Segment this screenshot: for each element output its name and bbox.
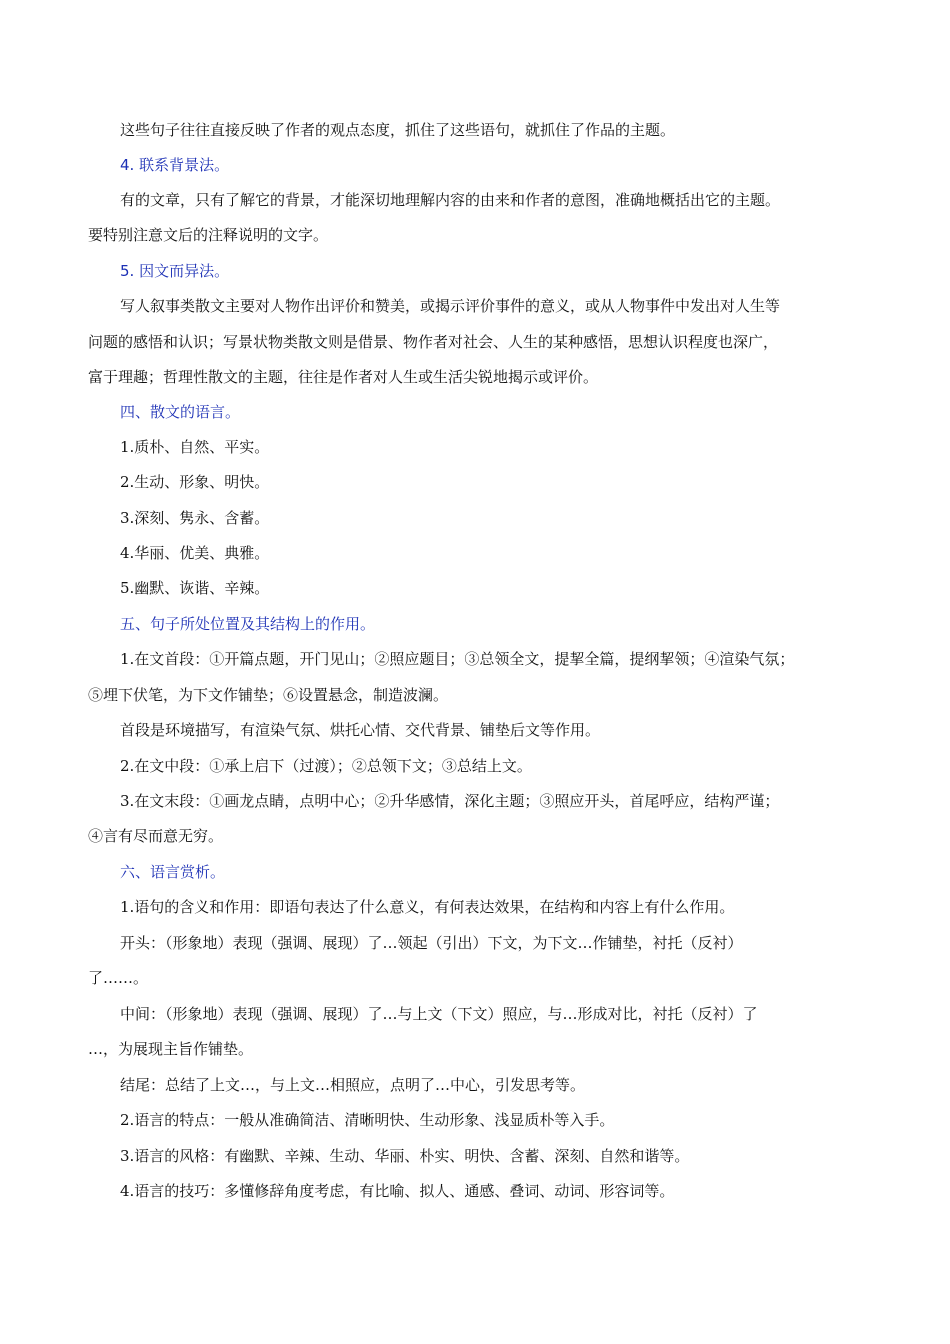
paragraph-line: 2.语言的特点：一般从准确简洁、清晰明快、生动形象、浅显质朴等入手。: [120, 1111, 615, 1129]
paragraph-line: 写人叙事类散文主要对人物作出评价和赞美，或揭示评价事件的意义，或从人物事件中发出对人生等: [120, 297, 781, 315]
paragraph-line: …，为展现主旨作铺垫。: [88, 1040, 254, 1058]
paragraph-line: 1.在文首段：①开篇点题，开门见山；②照应题目；③总领全文，提挈全篇，提纲挈领；④渲染气氛；: [120, 650, 795, 668]
paragraph-line: 开头：（形象地）表现（强调、展现）了…领起（引出）下文，为下文…作铺垫，衬托（反衬）: [120, 934, 743, 952]
paragraph-line: 2.在文中段：①承上启下（过渡）；②总领下文；③总结上文。: [120, 757, 532, 775]
paragraph-line: 首段是环境描写，有渲染气氛、烘托心情、交代背景、铺垫后文等作用。: [120, 721, 601, 739]
paragraph-line: 4.语言的技巧：多懂修辞角度考虑，有比喻、拟人、通感、叠词、动词、形容词等。: [120, 1182, 675, 1200]
section-heading: 4. 联系背景法。: [120, 156, 230, 174]
list-item: 4.华丽、优美、典雅。: [120, 544, 270, 562]
paragraph-line: 问题的感悟和认识；写景状物类散文则是借景、物作者对社会、人生的某种感悟，思想认识程度也深广，: [88, 333, 779, 351]
list-item: 1.质朴、自然、平实。: [120, 438, 270, 456]
section-heading: 5. 因文而异法。: [120, 262, 230, 280]
paragraph-line: 3.在文末段：①画龙点睛，点明中心；②升华感情，深化主题；③照应开头，首尾呼应，结构严谨；: [120, 792, 780, 810]
paragraph-line: ⑤埋下伏笔，为下文作铺垫；⑥设置悬念，制造波澜。: [88, 686, 449, 704]
section-heading: 四、散文的语言。: [120, 403, 241, 421]
paragraph-line: 富于理趣；哲理性散文的主题，往往是作者对人生或生活尖锐地揭示或评价。: [88, 368, 599, 386]
section-heading: 六、语言赏析。: [120, 863, 226, 881]
paragraph-line: 中间：（形象地）表现（强调、展现）了…与上文（下文）照应，与…形成对比，衬托（反衬）了: [120, 1005, 758, 1023]
list-item: 5.幽默、诙谐、辛辣。: [120, 579, 270, 597]
paragraph-line: 了……。: [88, 969, 149, 987]
list-item: 3.深刻、隽永、含蓄。: [120, 509, 270, 527]
paragraph-line: 3.语言的风格：有幽默、辛辣、生动、华丽、朴实、明快、含蓄、深刻、自然和谐等。: [120, 1147, 690, 1165]
paragraph-line: 1.语句的含义和作用：即语句表达了什么意义，有何表达效果，在结构和内容上有什么作用。: [120, 898, 735, 916]
section-heading: 五、句子所处位置及其结构上的作用。: [120, 615, 376, 633]
list-item: 2.生动、形象、明快。: [120, 473, 270, 491]
paragraph-line: 要特别注意文后的注释说明的文字。: [88, 226, 329, 244]
paragraph-line: 结尾：总结了上文…，与上文…相照应，点明了…中心，引发思考等。: [120, 1076, 586, 1094]
paragraph-line: 有的文章，只有了解它的背景，才能深切地理解内容的由来和作者的意图，准确地概括出它的主题。: [120, 191, 781, 209]
paragraph-line: ④言有尽而意无穷。: [88, 827, 224, 845]
paragraph-line: 这些句子往往直接反映了作者的观点态度，抓住了这些语句，就抓住了作品的主题。: [120, 121, 676, 139]
